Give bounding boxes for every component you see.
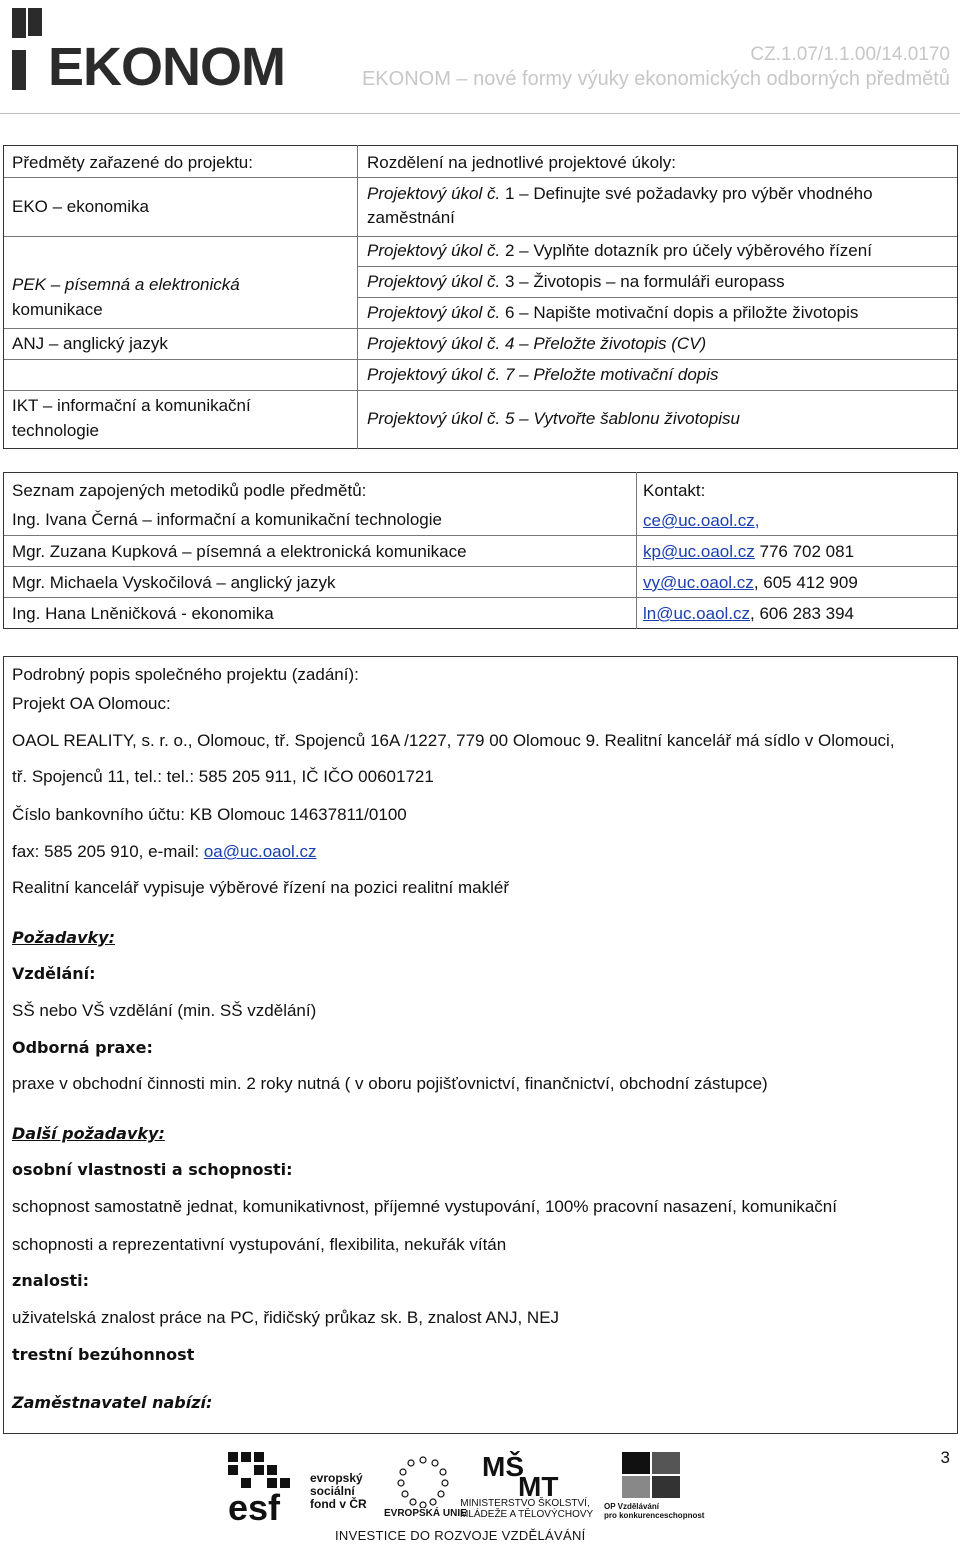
page-number: 3: [940, 1448, 950, 1467]
task-5: Projektový úkol č. 5 – Vytvořte šablonu životopisu: [367, 409, 740, 428]
methodist-name: Mgr. Zuzana Kupková – písemná a elektronická komunikace: [12, 542, 467, 561]
eu-logo: [384, 1452, 467, 1522]
clean-record: trestní bezúhonnost: [12, 1345, 195, 1364]
job-offer: Realitní kancelář vypisuje výběrové řízení na pozici realitní makléř: [12, 878, 510, 897]
task-6: Projektový úkol č. 6 – Napište motivační dopis a přiložte životopis: [367, 303, 859, 322]
personal-line-1: schopnost samostatně jednat, komunikativnost, příjemné vystupování, 100% pracovní nasazení, komunikační: [12, 1197, 837, 1216]
methodist-contact: kp@uc.oaol.cz 776 702 081: [643, 542, 855, 561]
project-subtitle: EKONOM – nové formy výuky ekonomických odborných předmětů: [361, 68, 950, 90]
methodist-contact: vy@uc.oaol.cz, 605 412 909: [643, 573, 858, 592]
table-row-divider: [4, 177, 957, 178]
company-line-2: tř. Spojenců 11, tel.: tel.: 585 205 911, IČ IČO 00601721: [12, 767, 434, 786]
project-code: CZ.1.07/1.1.00/14.0170: [750, 44, 950, 65]
personal-title: osobní vlastnosti a schopnosti:: [12, 1160, 293, 1179]
svg-text:MT: MT: [518, 1471, 559, 1498]
tasks-header: Rozdělení na jednotlivé projektové úkoly:: [367, 153, 677, 172]
table-row-divider: [358, 297, 957, 298]
esf-logo: [228, 1452, 378, 1522]
education-text: SŠ nebo VŠ vzdělání (min. SŠ vzdělání): [12, 1001, 317, 1020]
task-7: Projektový úkol č. 7 – Přeložte motivační dopis: [367, 365, 719, 384]
table-row-divider: [4, 328, 957, 329]
table-row-divider: [4, 236, 957, 237]
subject-ikt-line2: technologie: [12, 421, 99, 440]
knowledge-title: znalosti:: [12, 1271, 90, 1290]
employer-offers-title: Zaměstnavatel nabízí:: [12, 1393, 213, 1412]
knowledge-text: uživatelská znalost práce na PC, řidičský průkaz sk. B, znalost ANJ, NEJ: [12, 1308, 560, 1327]
msmt-logo: [460, 1450, 594, 1520]
more-requirements-title: Další požadavky:: [12, 1124, 165, 1143]
bank-account: Číslo bankovního účtu: KB Olomouc 14637811/0100: [12, 805, 407, 824]
education-title: Vzdělání:: [12, 964, 96, 983]
table-row-divider: [4, 566, 957, 567]
subject-anj: ANJ – anglický jazyk: [12, 334, 168, 353]
esf-text: evropský sociální fond v ČR: [310, 1471, 367, 1511]
email-link[interactable]: ln@uc.oaol.cz: [643, 604, 751, 623]
msmt-text: MINISTERSTVO ŠKOLSTVÍ, MLÁDEŽE A TĚLOVÝCHOVY: [460, 1498, 594, 1520]
task-1: Projektový úkol č. 1 – Definujte své požadavky pro výběr vhodného: [367, 184, 873, 203]
methodists-header: Seznam zapojených metodiků podle předmětů:: [12, 481, 367, 500]
op-text: OP Vzdělávání pro konkurenceschopnost: [604, 1502, 705, 1520]
svg-text:MŠ: MŠ: [482, 1451, 524, 1482]
ekonom-logo-text: EKONOM: [48, 37, 285, 97]
personal-line-2: schopnosti a reprezentativní vystupování, flexibilita, nekuřák vítán: [12, 1235, 507, 1254]
methodist-contact: ce@uc.oaol.cz,: [643, 511, 760, 530]
methodist-name: Mgr. Michaela Vyskočilová – anglický jazyk: [12, 573, 336, 592]
methodist-contact: ln@uc.oaol.cz, 606 283 394: [643, 604, 855, 623]
subject-eko: EKO – ekonomika: [12, 197, 150, 216]
task-3: Projektový úkol č. 3 – Životopis – na formuláři europass: [367, 272, 785, 291]
subjects-header: Předměty zařazené do projektu:: [12, 153, 253, 172]
practice-text: praxe v obchodní činnosti min. 2 roky nutná ( v oboru pojišťovnictví, finančnictví, obchodní zástupce): [12, 1074, 768, 1093]
header-divider: [0, 113, 960, 114]
contact-header: Kontakt:: [643, 481, 706, 500]
subject-pek-line2: komunikace: [12, 300, 103, 319]
task-2: Projektový úkol č. 2 – Vyplňte dotazník pro účely výběrového řízení: [367, 241, 872, 260]
table-row-divider: [4, 597, 957, 598]
email-link[interactable]: vy@uc.oaol.cz: [643, 573, 754, 592]
fax-email: fax: 585 205 910, e-mail: oa@uc.oaol.cz: [12, 842, 317, 861]
task-4: Projektový úkol č. 4 – Přeložte životopis (CV): [367, 334, 707, 353]
table-row-divider: [4, 535, 957, 536]
svg-text:esf: esf: [228, 1487, 281, 1522]
description-header: Podrobný popis společného projektu (zadání):: [12, 665, 359, 684]
email-link[interactable]: kp@uc.oaol.cz: [643, 542, 755, 561]
task-1-line2: zaměstnání: [367, 208, 455, 227]
requirements-title: Požadavky:: [12, 928, 115, 947]
subject-pek-line1: PEK – písemná a elektronická: [12, 275, 240, 294]
table-row-divider: [358, 266, 957, 267]
op-vk-logo: [604, 1452, 704, 1522]
methodist-name: Ing. Hana Lněničková - ekonomika: [12, 604, 274, 623]
methodists-table-column-divider: [636, 472, 637, 629]
project-name: Projekt OA Olomouc:: [12, 694, 171, 713]
company-line-1: OAOL REALITY, s. r. o., Olomouc, tř. Spojenců 16A /1227, 779 00 Olomouc 9. Realitní kancelář má sídlo v Olomouci,: [12, 731, 895, 750]
ekonom-logo-mark: [12, 8, 42, 90]
eu-label: EVROPSKÁ UNIE: [384, 1508, 467, 1519]
table-row-divider: [4, 359, 957, 360]
practice-title: Odborná praxe:: [12, 1038, 153, 1057]
investment-slogan: INVESTICE DO ROZVOJE VZDĚLÁVÁNÍ: [335, 1528, 586, 1543]
subject-ikt-line1: IKT – informační a komunikační: [12, 396, 251, 415]
methodist-name: Ing. Ivana Černá – informační a komunikační technologie: [12, 510, 442, 529]
table-row-divider: [4, 390, 957, 391]
email-link[interactable]: ce@uc.oaol.cz: [643, 511, 755, 530]
email-link[interactable]: oa@uc.oaol.cz: [203, 842, 317, 861]
